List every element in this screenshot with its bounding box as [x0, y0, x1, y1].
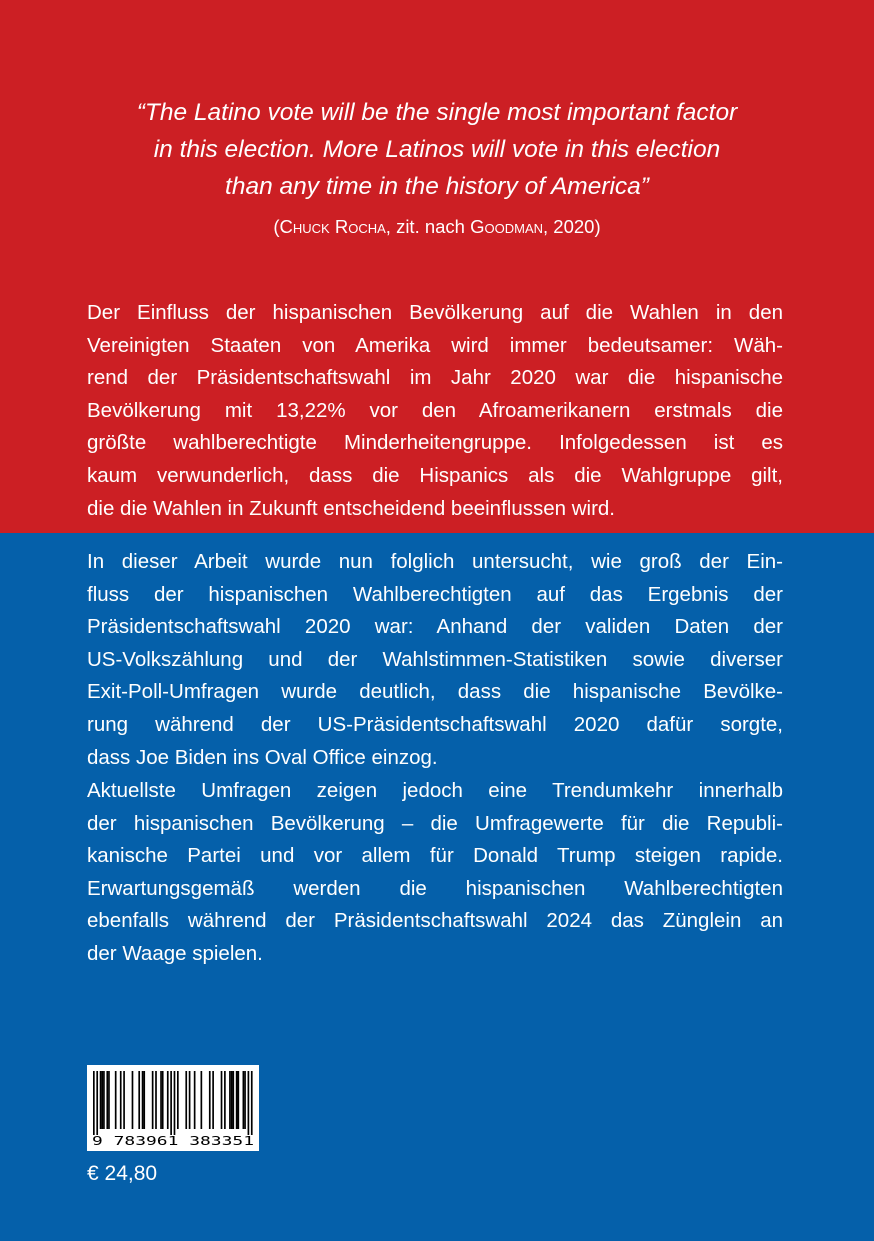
paragraph-line: fluss der hispanischen Wahlberechtigten auf das Ergebnis der: [87, 582, 783, 606]
barcode-bar: [108, 1071, 110, 1129]
paragraph-line: dass Joe Biden ins Oval Office einzog.: [87, 745, 438, 769]
findings-paragraph: [87, 546, 783, 774]
barcode-bar: [162, 1071, 164, 1129]
barcode-bar: [229, 1071, 231, 1129]
paragraph-line: Aktuellste Umfragen zeigen jedoch eine Trendumkehr innerhalb: [87, 779, 783, 802]
barcode-bar: [123, 1071, 125, 1129]
barcode-bar: [115, 1071, 117, 1129]
barcode-bar: [93, 1071, 95, 1135]
paragraph-line: Exit-Poll-Umfragen wurde deutlich, dass die hispanische Bevölke-: [87, 680, 783, 704]
quote-line: in this election. More Latinos will vote in this election: [153, 136, 721, 163]
barcode-graphic: [87, 1065, 259, 1151]
barcode-bar: [155, 1071, 157, 1129]
barcode-bar: [152, 1071, 154, 1129]
barcode-bar: [143, 1071, 145, 1129]
barcode-bar: [251, 1071, 253, 1135]
barcode-bar: [100, 1071, 102, 1129]
citation-author: Chuck Rocha: [279, 216, 386, 237]
barcode-bar: [132, 1071, 134, 1129]
barcode-bar: [237, 1071, 239, 1129]
barcode-bar: [232, 1071, 234, 1129]
price-label: € 24,80: [87, 1162, 158, 1185]
barcode-bar: [231, 1071, 233, 1129]
barcode-bar: [174, 1071, 176, 1135]
citation-source: Goodman: [470, 216, 544, 237]
intro-paragraph: [87, 297, 783, 525]
barcode-bar: [221, 1071, 223, 1129]
barcode-bar: [209, 1071, 211, 1129]
barcode-bar: [106, 1071, 108, 1129]
barcode-bar: [212, 1071, 214, 1129]
paragraph-line: größte wahlberechtigte Minderheitengruppe. Infolgedessen ist es: [87, 431, 783, 455]
paragraph-line: kanische Partei und vor allem für Donald Trump steigen rapide.: [87, 844, 783, 868]
paragraph-line: die die Wahlen in Zukunft entscheidend beeinflussen wird.: [87, 496, 616, 520]
paragraph-line: ebenfalls während der Präsidentschaftswahl 2024 das Zünglein an: [87, 909, 783, 933]
paragraph-line: der hispanischen Bevölkerung – die Umfragewerte für die Republi-: [87, 811, 783, 835]
barcode-bar: [244, 1071, 246, 1129]
epigraph-quote: [87, 94, 787, 205]
barcode-bar: [185, 1071, 187, 1129]
outlook-paragraph: [87, 775, 783, 971]
barcode-bar: [248, 1071, 250, 1135]
citation-middle: , zit. nach: [385, 216, 471, 237]
barcode-bar: [194, 1071, 196, 1129]
paragraph-line: rend der Präsidentschaftswahl im Jahr 2020 war die hispanische: [87, 366, 783, 390]
paragraph-line: der Waage spielen.: [87, 941, 263, 965]
paragraph-line: Bevölkerung mit 13,22% vor den Afroamerikanern erstmals die: [87, 398, 783, 422]
barcode-bar: [201, 1071, 203, 1129]
citation-year: , 2020): [543, 216, 601, 237]
barcode-bar: [170, 1071, 172, 1135]
citation-open: (: [273, 216, 280, 237]
paragraph-line: kaum verwunderlich, dass die Hispanics als die Wahlgruppe gilt,: [87, 463, 783, 487]
isbn-barcode: [87, 1065, 259, 1151]
barcode-bars: [93, 1071, 253, 1135]
paragraph-line: Der Einfluss der hispanischen Bevölkerung auf die Wahlen in den: [87, 301, 783, 324]
paragraph-line: Präsidentschaftswahl 2020 war: Anhand der validen Daten der: [87, 615, 783, 639]
barcode-bar: [224, 1071, 226, 1129]
barcode-bar: [236, 1071, 238, 1129]
paragraph-line: In dieser Arbeit wurde nun folglich untersucht, wie groß der Ein-: [87, 550, 783, 573]
paragraph-line: rung während der US-Präsidentschaftswahl 2020 dafür sorgte,: [87, 712, 783, 736]
barcode-bar: [167, 1071, 169, 1129]
quote-line: than any time in the history of America”: [225, 173, 649, 200]
paragraph-line: US-Volkszählung und der Wahlstimmen-Statistiken sowie diverser: [87, 647, 783, 671]
barcode-bar: [96, 1071, 98, 1135]
quote-citation: [87, 214, 787, 240]
barcode-bar: [142, 1071, 144, 1129]
barcode-bar: [160, 1071, 162, 1129]
barcode-number: 9 783961 383351: [92, 1133, 254, 1148]
barcode-bar: [103, 1071, 105, 1129]
barcode-bar: [120, 1071, 122, 1129]
quote-line: “The Latino vote will be the single most important factor: [136, 99, 738, 126]
barcode-bar: [189, 1071, 191, 1129]
barcode-bar: [243, 1071, 245, 1129]
paragraph-line: Erwartungsgemäß werden die hispanischen Wahlberechtigten: [87, 876, 783, 900]
barcode-bar: [101, 1071, 103, 1129]
barcode-bar: [177, 1071, 179, 1129]
barcode-bar: [138, 1071, 140, 1129]
paragraph-line: Vereinigten Staaten von Amerika wird immer bedeutsamer: Wäh-: [87, 333, 783, 357]
